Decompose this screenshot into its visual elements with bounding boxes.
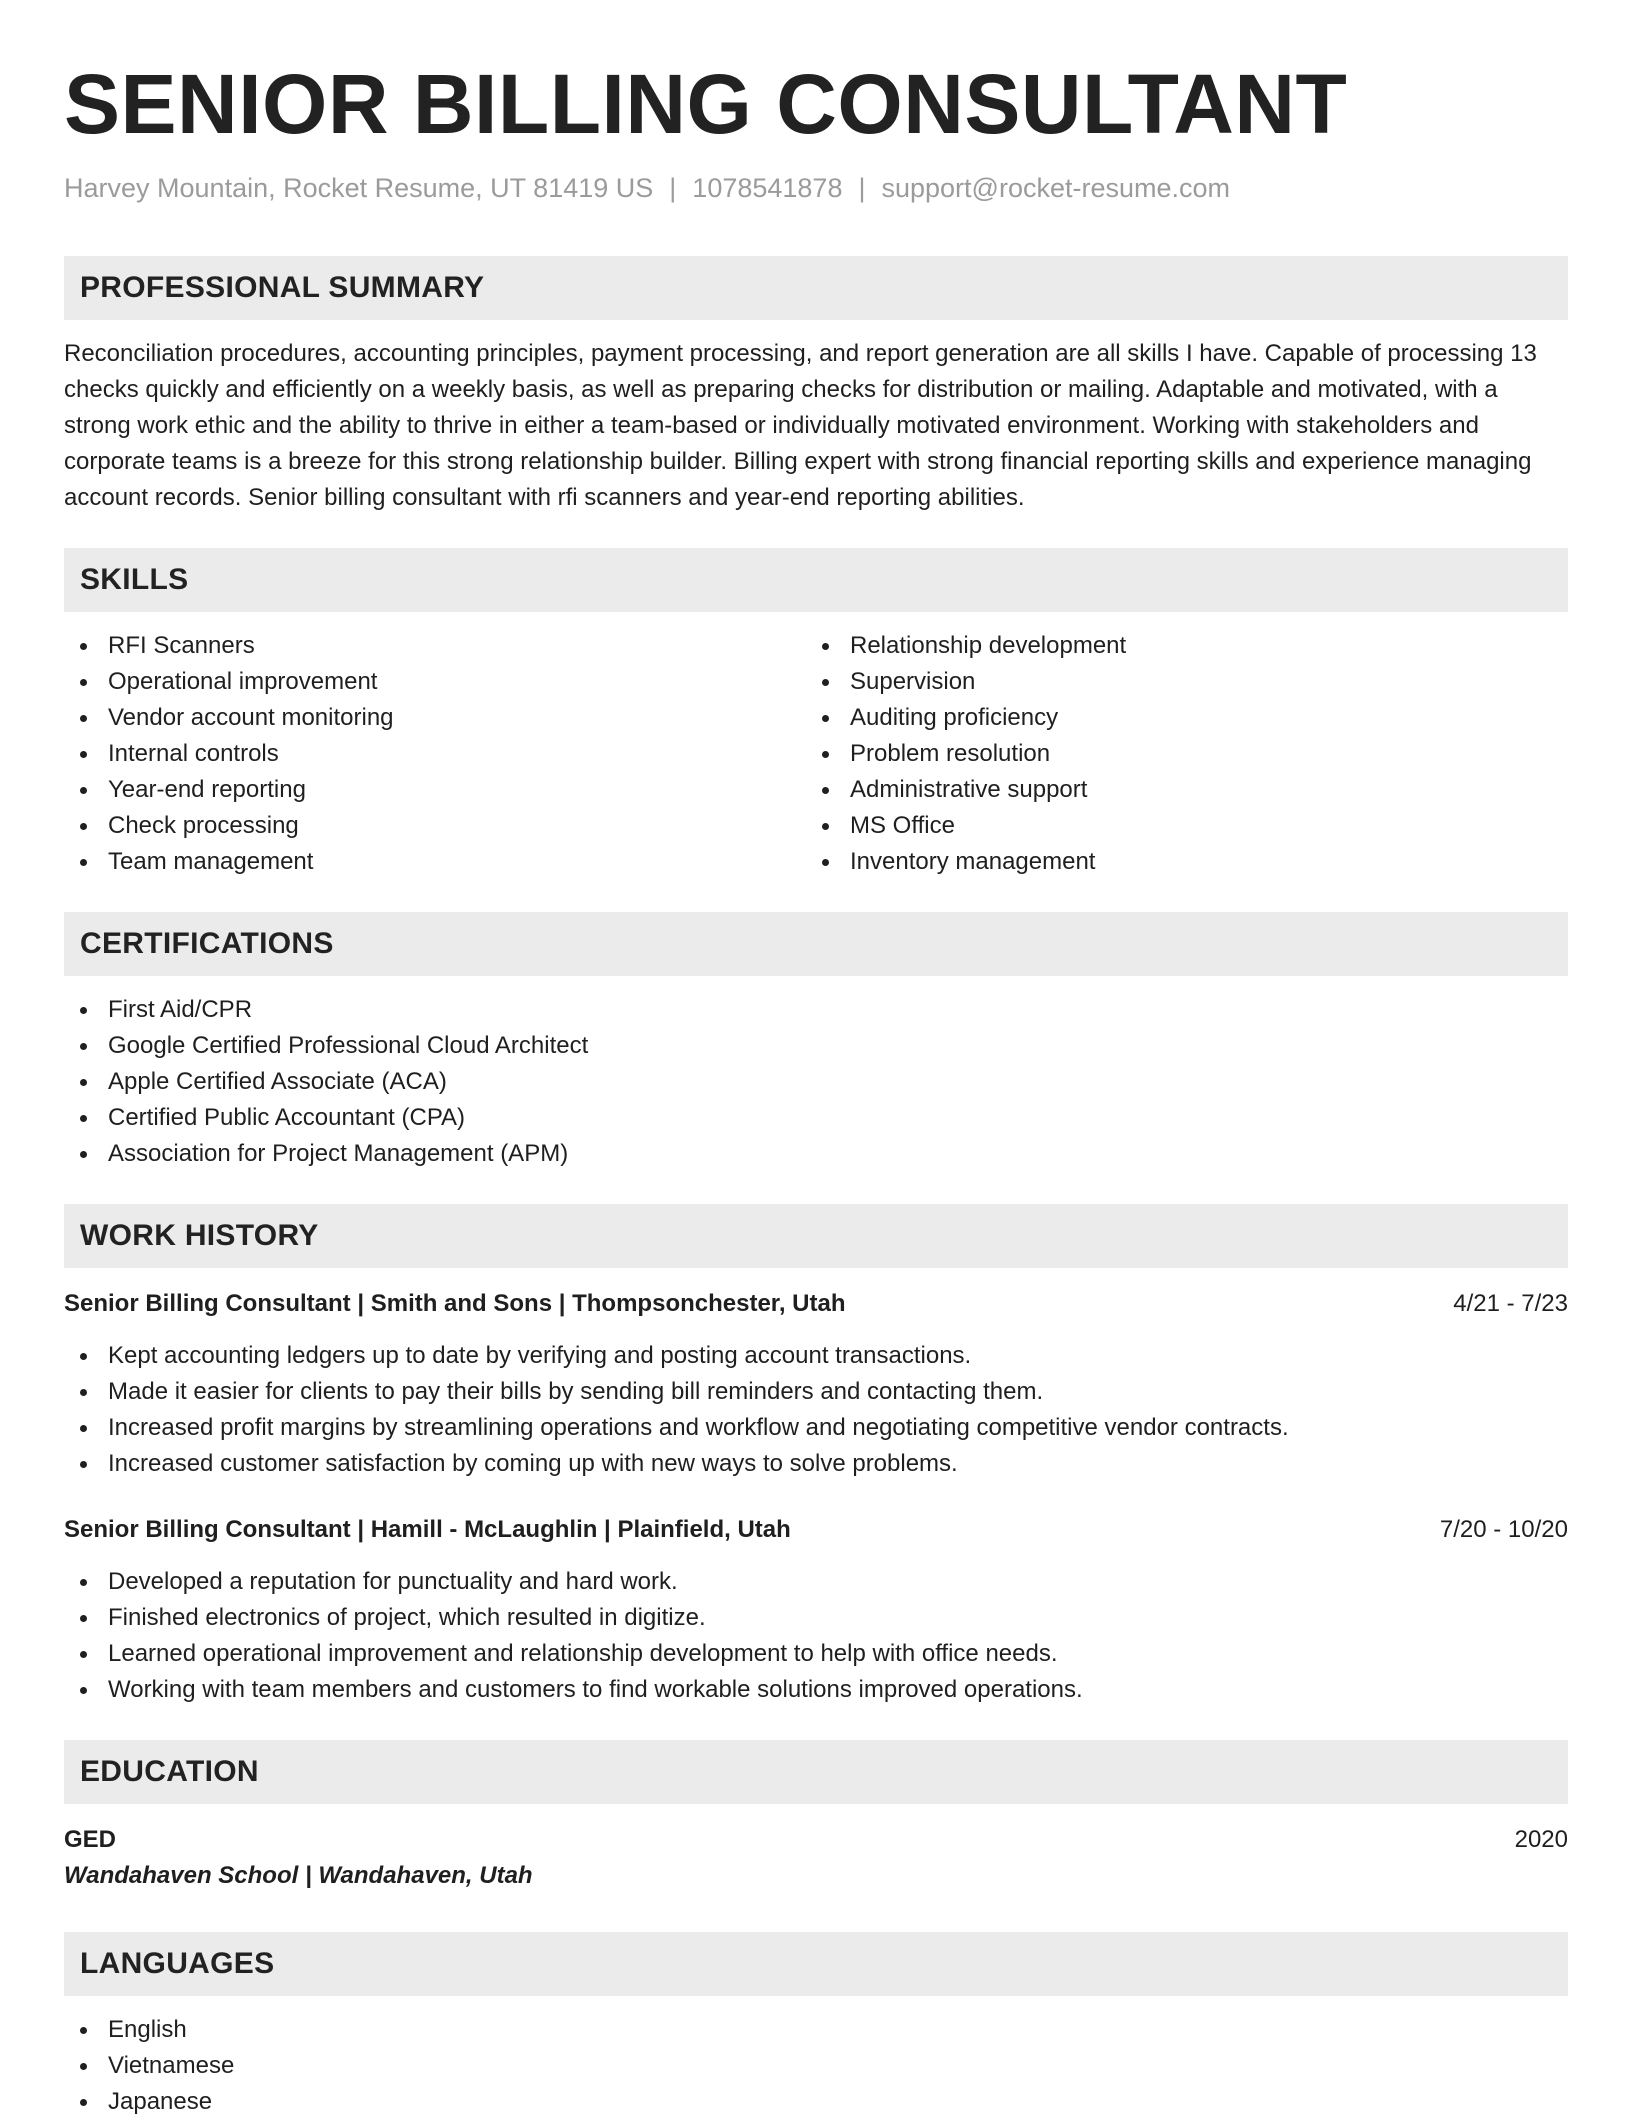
education-year: 2020: [1514, 1826, 1568, 1854]
job-title: Senior Billing Consultant | Smith and Sons | Thompsonchester, Utah: [64, 1290, 846, 1318]
job-header: [64, 1512, 1568, 1548]
languages-list: [64, 2012, 1568, 2120]
section-heading-education: EDUCATION: [64, 1740, 1568, 1804]
section-heading-skills: SKILLS: [64, 548, 1568, 612]
certifications-list: [64, 992, 1568, 1172]
education-school: Wandahaven School | Wandahaven, Utah: [64, 1862, 533, 1890]
job-bullet: Increased profit margins by streamlining operations and workflow and negotiating competitive vendor contracts.: [64, 1410, 1568, 1446]
skill-item: MS Office: [806, 808, 1548, 844]
education-degree: GED: [64, 1826, 117, 1854]
job-dates: 7/20 - 10/20: [1439, 1516, 1568, 1544]
skill-item: Check processing: [64, 808, 806, 844]
skill-item: Administrative support: [806, 772, 1548, 808]
contact-line: [64, 172, 1568, 204]
certification-item: Google Certified Professional Cloud Architect: [64, 1028, 1568, 1064]
job-bullet: Working with team members and customers to find workable solutions improved operations.: [64, 1672, 1568, 1708]
resume-name: SENIOR BILLING CONSULTANT: [64, 57, 1348, 151]
section-heading-summary: PROFESSIONAL SUMMARY: [64, 256, 1568, 320]
skills-grid: [64, 612, 1568, 880]
skills-list-left: [64, 628, 806, 880]
skill-item: Operational improvement: [64, 664, 806, 700]
job-bullet: Increased customer satisfaction by coming up with new ways to solve problems.: [64, 1446, 1568, 1482]
contact-separator: |: [858, 173, 866, 203]
education-row: [64, 1822, 1568, 1858]
skill-item: RFI Scanners: [64, 628, 806, 664]
contact-phone: 1078541878: [692, 173, 843, 203]
job-bullets: [64, 1338, 1568, 1482]
job-entry: [64, 1512, 1568, 1708]
job-bullet: Finished electronics of project, which resulted in digitize.: [64, 1600, 1568, 1636]
skill-item: Auditing proficiency: [806, 700, 1548, 736]
section-heading-certifications: CERTIFICATIONS: [64, 912, 1568, 976]
skill-item: Supervision: [806, 664, 1548, 700]
job-bullet: Learned operational improvement and relationship development to help with office needs.: [64, 1636, 1568, 1672]
summary-text: Reconciliation procedures, accounting principles, payment processing, and report generation are all skills I have. Capable of processing 13 checks quickly and efficiently on a weekly basis, as well as preparing checks for distribution or mailing. Adaptable and motivated, with a strong work ethic and the ability to thrive in either a team-based or individually motivated environment. Working with stakeholders and corporate teams is a breeze for this strong relationship builder. Billing expert with strong financial reporting skills and experience managing account records. Senior billing consultant with rfi scanners and year-end reporting abilities.: [64, 340, 1537, 512]
job-bullet: Developed a reputation for punctuality and hard work.: [64, 1564, 1568, 1600]
certification-item: Certified Public Accountant (CPA): [64, 1100, 1568, 1136]
section-heading-languages: LANGUAGES: [64, 1932, 1568, 1996]
section-heading-work-history: WORK HISTORY: [64, 1204, 1568, 1268]
language-item: Japanese: [64, 2084, 1568, 2120]
job-bullets: [64, 1564, 1568, 1708]
job-bullet: Made it easier for clients to pay their bills by sending bill reminders and contacting them.: [64, 1374, 1568, 1410]
skill-item: Internal controls: [64, 736, 806, 772]
contact-email: support@rocket-resume.com: [881, 173, 1231, 203]
skill-item: Vendor account monitoring: [64, 700, 806, 736]
contact-address: Harvey Mountain, Rocket Resume, UT 81419 US: [64, 173, 654, 203]
language-item: English: [64, 2012, 1568, 2048]
skill-item: Problem resolution: [806, 736, 1548, 772]
language-item: Vietnamese: [64, 2048, 1568, 2084]
skill-item: Year-end reporting: [64, 772, 806, 808]
job-header: [64, 1286, 1568, 1322]
skill-item: Team management: [64, 844, 806, 880]
contact-separator: |: [669, 173, 677, 203]
job-entry: [64, 1286, 1568, 1482]
certification-item: First Aid/CPR: [64, 992, 1568, 1028]
certification-item: Apple Certified Associate (ACA): [64, 1064, 1568, 1100]
certification-item: Association for Project Management (APM): [64, 1136, 1568, 1172]
job-dates: 4/21 - 7/23: [1453, 1290, 1568, 1318]
skill-item: Inventory management: [806, 844, 1548, 880]
skill-item: Relationship development: [806, 628, 1548, 664]
job-title: Senior Billing Consultant | Hamill - McLaughlin | Plainfield, Utah: [64, 1516, 791, 1544]
job-bullet: Kept accounting ledgers up to date by verifying and posting account transactions.: [64, 1338, 1568, 1374]
skills-list-right: [806, 628, 1548, 880]
